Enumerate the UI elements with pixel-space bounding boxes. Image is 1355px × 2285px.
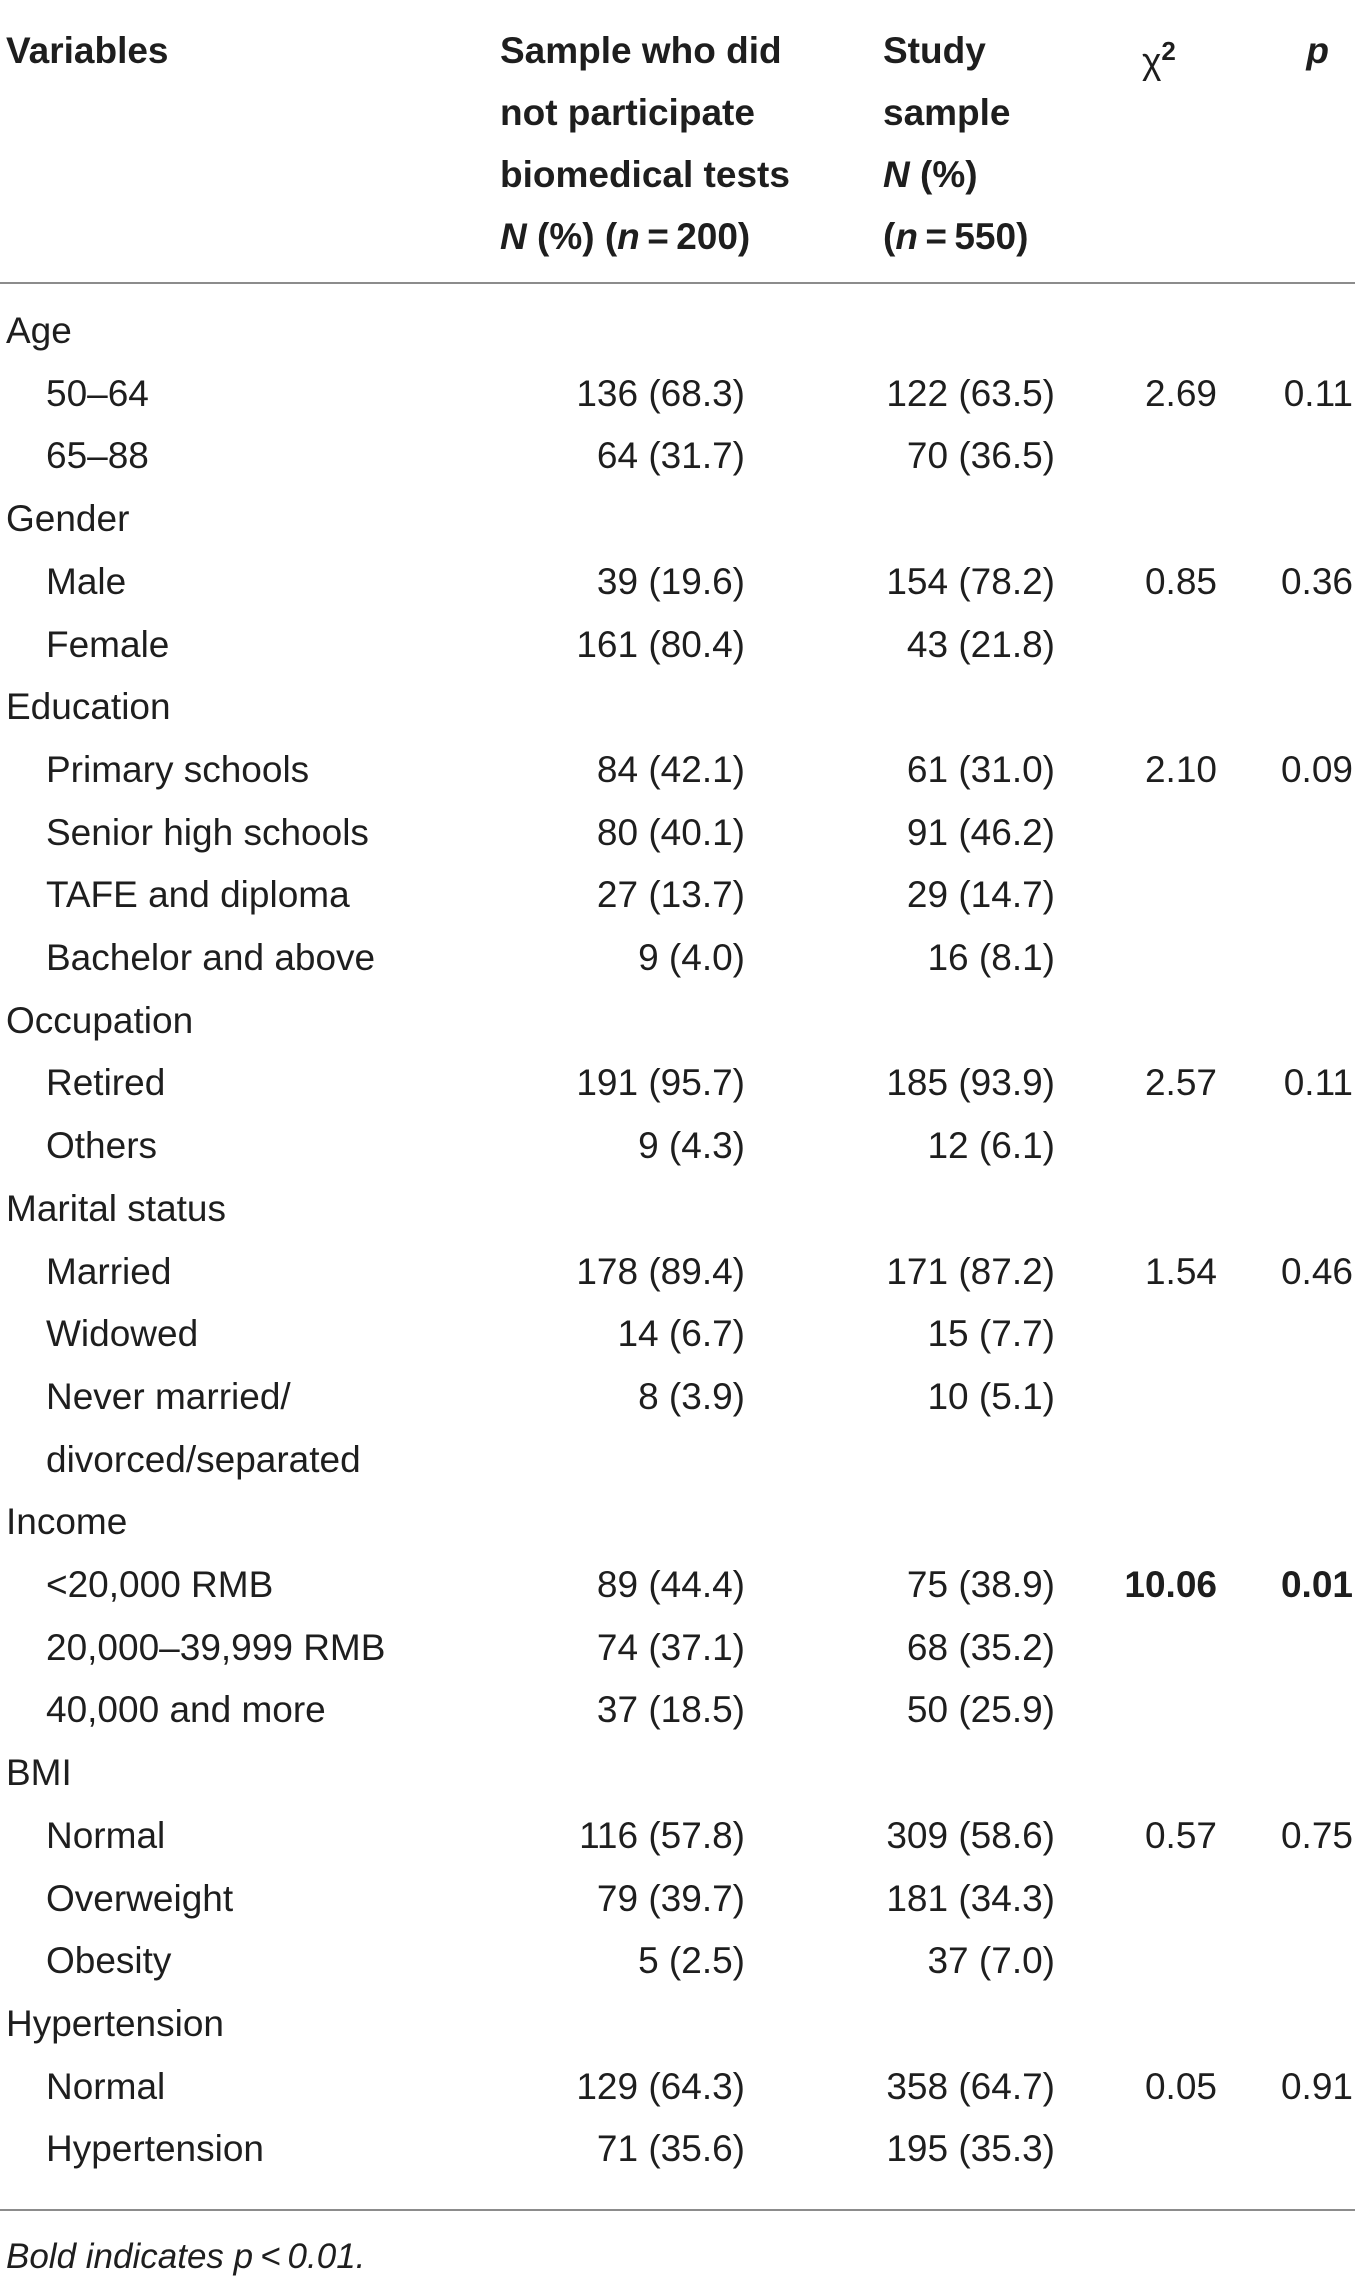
row-label: Widowed [46,1313,199,1355]
table-row [0,425,1355,487]
cell-not-participated: 89 (44.4) [596,1564,745,1605]
cell-study-sample: 358 (64.7) [886,2065,1055,2107]
table-row [0,1617,1355,1679]
row-label: Overweight [46,1877,234,1919]
cell-study-sample: 29 (14.7) [906,874,1055,916]
cell-not-participated: 5 (2.5) [638,1940,745,1982]
cell-not-participated: 74 (37.1) [596,1626,745,1668]
row-group-label: Hypertension [6,2002,225,2044]
cell-study-sample: 122 (63.5) [886,372,1055,414]
cell-not-participated: 116 (57.8) [579,1814,745,1856]
row-label: Married [46,1250,172,1292]
table-row [0,1115,1355,1177]
cell-chi-square: 0.57 [1144,1814,1217,1856]
cell-p-value: 0.36 [1280,560,1353,602]
row-label: Normal [46,1814,166,1856]
table-row [0,1303,1355,1365]
row-group-label: Income [6,1501,128,1543]
cell-p-value: 0.75 [1280,1814,1353,1856]
table-row [0,927,1355,989]
header-chi-symbol: χ [1142,40,1162,82]
table-row [0,1742,1355,1804]
row-label: Normal [46,2065,166,2107]
row-label: 50–64 [46,372,149,414]
cell-not-participated: 80 (40.1) [596,811,745,853]
table-row [0,1679,1355,1741]
header-col2-line2: sample [883,92,1011,133]
header-col2-line3 [883,144,1028,206]
table-row [0,739,1355,801]
row-label: TAFE and diploma [46,874,350,916]
table-row [0,1993,1355,2055]
row-label: 20,000–39,999 RMB [46,1626,386,1668]
header-col1-pct: (%) ( [526,216,618,257]
table-row [0,990,1355,1052]
table-row [0,614,1355,676]
row-label: Bachelor and above [46,937,376,978]
table-row [0,1930,1355,1992]
row-label: <20,000 RMB [46,1564,274,1605]
header-col2-open: ( [883,216,896,257]
table-row [0,551,1355,613]
row-label: Obesity [46,1940,172,1982]
row-group-label: Education [6,686,171,728]
cell-not-participated: 79 (39.7) [596,1877,745,1919]
header-rule [0,282,1355,284]
table-row [0,802,1355,864]
cell-chi-square: 2.57 [1144,1062,1217,1104]
header-variables: Variables [6,30,169,71]
cell-study-sample: 43 (21.8) [906,623,1055,665]
cell-not-participated: 39 (19.6) [596,560,745,602]
row-label: 65–88 [46,435,149,477]
table-row [0,864,1355,926]
row-label: Female [46,623,170,665]
cell-not-participated: 136 (68.3) [576,372,745,414]
cell-study-sample: 91 (46.2) [906,811,1055,853]
cell-study-sample: 171 (87.2) [886,1250,1055,1292]
cell-not-participated: 8 (3.9) [638,1375,745,1417]
cell-not-participated: 9 (4.0) [638,937,745,978]
table-row [0,1241,1355,1303]
header-col2-count: = 550) [917,216,1029,257]
table-row [0,363,1355,425]
cell-p-value: 0.46 [1280,1250,1353,1292]
row-label: 40,000 and more [46,1689,326,1731]
cell-not-participated: 37 (18.5) [596,1689,745,1731]
row-group-label: Occupation [6,999,194,1041]
cell-p-value: 0.01 [1280,1564,1353,1605]
table-row [0,1491,1355,1553]
cell-not-participated: 84 (42.1) [596,748,745,790]
cell-not-participated: 129 (64.3) [576,2065,745,2107]
cell-study-sample: 37 (7.0) [927,1940,1055,1982]
cell-study-sample: 12 (6.1) [927,1125,1055,1167]
header-col2-line4 [883,206,1028,268]
header-col2-line1: Study [883,30,986,71]
table-row [0,1805,1355,1867]
row-label: divorced/separated [46,1438,361,1480]
header-p [1306,20,1329,82]
header-p-symbol: p [1306,30,1329,71]
header-col2-pct: (%) [909,154,978,195]
header-col2-n2: n [895,216,918,257]
cell-study-sample: 185 (93.9) [886,1062,1055,1104]
cell-chi-square: 1.54 [1144,1250,1217,1292]
row-label: Primary schools [46,748,310,790]
header-col1-count: = 200) [639,216,751,257]
row-group-label: Age [6,310,72,351]
row-label: Hypertension [46,2128,265,2170]
cell-p-value: 0.11 [1283,1062,1353,1104]
cell-chi-square: 0.05 [1144,2065,1217,2107]
header-col1 [500,20,790,268]
cell-study-sample: 16 (8.1) [927,937,1055,978]
cell-study-sample: 68 (35.2) [906,1626,1055,1668]
header-col1-line2: not participate [500,92,755,133]
header-col1-n2: n [617,216,640,257]
header-col2-n: N [883,154,910,195]
header-col2 [883,20,1028,268]
cell-p-value: 0.09 [1280,748,1353,790]
cell-chi-square: 2.10 [1144,748,1217,790]
header-col1-line1: Sample who did [500,30,782,71]
cell-chi-square: 10.06 [1124,1564,1217,1605]
cell-not-participated: 178 (89.4) [576,1250,745,1292]
row-label: Retired [46,1062,166,1104]
row-group-label: Marital status [6,1187,227,1229]
cell-study-sample: 181 (34.3) [886,1877,1055,1919]
row-label: Others [46,1125,158,1167]
header-col1-line4 [500,206,790,268]
table-row [0,1554,1355,1616]
cell-study-sample: 15 (7.7) [927,1313,1055,1355]
table-row [0,2118,1355,2180]
row-label: Male [46,560,127,602]
table-row [0,676,1355,738]
header-chi-sup: 2 [1161,36,1176,66]
row-label: Senior high schools [46,811,369,853]
cell-p-value: 0.91 [1280,2065,1353,2107]
header-chi-square [1142,20,1176,92]
cell-study-sample: 50 (25.9) [906,1689,1055,1731]
header-col1-n: N [500,216,527,257]
cell-chi-square: 0.85 [1144,560,1217,602]
cell-study-sample: 195 (35.3) [886,2128,1055,2170]
table-row [0,1429,1355,1491]
cell-study-sample: 10 (5.1) [927,1375,1055,1417]
cell-study-sample: 61 (31.0) [906,748,1055,790]
cell-study-sample: 75 (38.9) [906,1564,1055,1605]
cell-not-participated: 191 (95.7) [576,1062,745,1104]
row-label: Never married/ [46,1375,291,1417]
cell-not-participated: 71 (35.6) [596,2128,745,2170]
footnote: Bold indicates p < 0.01. [6,2237,366,2276]
cell-study-sample: 70 (36.5) [906,435,1055,477]
table-row [0,1366,1355,1428]
header-col1-line3: biomedical tests [500,154,790,195]
cell-chi-square: 2.69 [1144,372,1217,414]
cell-not-participated: 9 (4.3) [638,1125,745,1167]
table-row [0,1178,1355,1240]
table-row [0,300,1355,362]
table-row [0,1868,1355,1930]
cell-not-participated: 64 (31.7) [596,435,745,477]
cell-study-sample: 309 (58.6) [886,1814,1055,1856]
table-row [0,1052,1355,1114]
cell-p-value: 0.11 [1283,372,1353,414]
cell-not-participated: 161 (80.4) [576,623,745,665]
cell-not-participated: 14 (6.7) [617,1313,745,1355]
table-row [0,2056,1355,2118]
bottom-rule [0,2209,1355,2211]
row-group-label: Gender [6,498,130,540]
cell-study-sample: 154 (78.2) [886,560,1055,602]
row-group-label: BMI [6,1752,72,1794]
cell-not-participated: 27 (13.7) [596,874,745,916]
table-row [0,488,1355,550]
